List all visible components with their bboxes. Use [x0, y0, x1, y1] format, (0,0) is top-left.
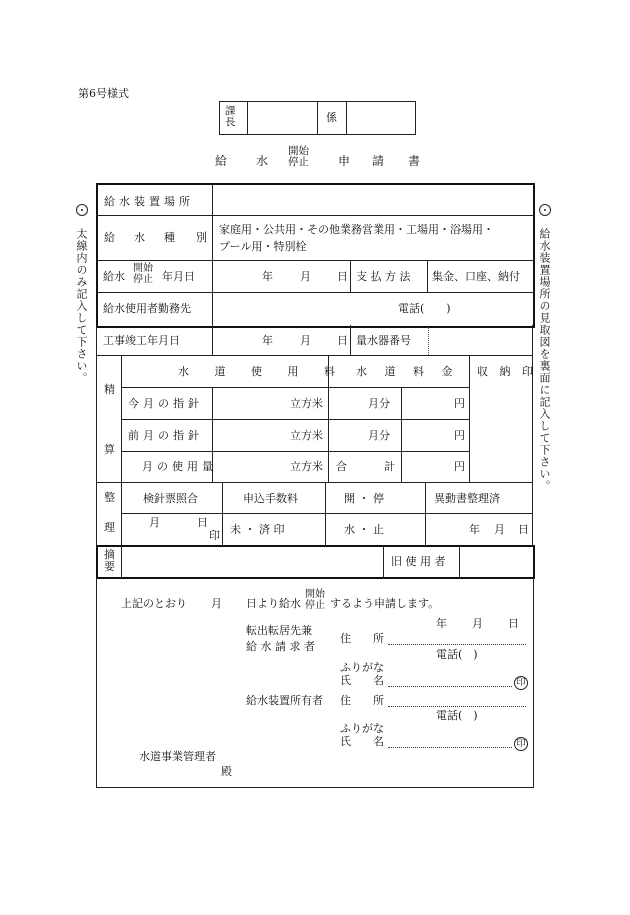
unpaid-label: 未 ・ 済 印	[230, 523, 285, 536]
meter-check-label: 検針票照合	[143, 492, 198, 505]
title-shin: 申	[338, 154, 351, 168]
last-month-portion: 月分	[368, 429, 390, 442]
recipient-honorific: 殿	[221, 765, 232, 778]
fee-header: 水 道 料 金	[356, 365, 460, 378]
arrange-label-2: 理	[104, 521, 115, 534]
intro-text-b: 日より給水	[246, 597, 301, 610]
location-label: 給水装置場所	[104, 195, 194, 208]
arrange-day-2: 日	[518, 523, 529, 536]
workplace-label: 給水使用者勤務先	[103, 302, 191, 315]
arrange-month-2: 月	[494, 523, 505, 536]
monthly-usage-label: 月の使用量	[142, 460, 217, 473]
remarks-field[interactable]	[123, 548, 381, 576]
monthly-usage-unit: 立方米	[290, 460, 323, 473]
type-label-2: 水	[134, 231, 145, 244]
name-field-2[interactable]	[388, 747, 512, 748]
intro-text-c: するよう申請します。	[330, 597, 440, 610]
arrange-day: 日	[197, 516, 208, 529]
water-stop-label: 水 ・ 止	[344, 523, 384, 536]
kakari-label: 係	[326, 111, 337, 124]
prev-user-field[interactable]	[461, 548, 531, 576]
date-day: 日	[337, 270, 348, 283]
date-month: 月	[300, 270, 311, 283]
name-label-1: 氏 名	[340, 674, 384, 687]
left-side-note: 太線内のみ記入して下さい。	[75, 228, 88, 384]
date-year: 年	[262, 270, 273, 283]
arrange-year: 年	[469, 523, 480, 536]
intro-start-stop: 開始 停止	[305, 589, 325, 611]
furigana-2: ふりがな	[340, 722, 384, 735]
furigana-1: ふりがな	[340, 661, 384, 674]
type-label-3: 種	[164, 231, 175, 244]
meter-label: 量水器番号	[356, 334, 411, 347]
phone-1[interactable]: 電話( )	[436, 648, 478, 661]
location-field[interactable]	[214, 186, 530, 214]
moving-label-1: 転出転居先兼	[246, 624, 312, 637]
address-label-2: 住 所	[340, 694, 384, 707]
usage-header: 水 道 使 用 料	[178, 365, 346, 378]
right-mark-icon	[539, 204, 551, 216]
date-label-start-stop: 開始 停止	[133, 263, 153, 285]
date-label-ymd: 年月日	[162, 270, 195, 283]
form-number: 第6号様式	[78, 87, 129, 100]
arrange-month: 月	[149, 516, 160, 529]
name-label-2: 氏 名	[340, 735, 384, 748]
transfer-label: 異動書整理済	[434, 492, 500, 505]
kacho-label: 課 長	[225, 105, 236, 129]
completion-day: 日	[337, 334, 348, 347]
this-month-portion: 月分	[368, 397, 390, 410]
address-field-2[interactable]	[388, 706, 526, 707]
owner-label: 給水装置所有者	[246, 694, 323, 707]
app-year: 年	[436, 617, 447, 630]
app-month: 月	[472, 617, 483, 630]
address-label-1: 住 所	[340, 632, 384, 645]
seal-mark-2: 印	[514, 737, 528, 751]
total-label-2: 計	[384, 460, 395, 473]
left-mark-icon	[76, 204, 88, 216]
phone-2[interactable]: 電話( )	[436, 709, 478, 722]
payment-label: 支 払 方 法	[356, 270, 411, 283]
title-sho: 書	[408, 154, 421, 168]
app-day: 日	[508, 617, 519, 630]
total-label-1: 合	[336, 460, 347, 473]
app-fee-label: 申込手数料	[243, 492, 298, 505]
completion-year: 年	[262, 334, 273, 347]
address-field-1[interactable]	[388, 644, 526, 645]
last-month-unit: 立方米	[290, 429, 323, 442]
recipient-label: 水道事業管理者	[139, 750, 216, 763]
title-sei: 請	[372, 154, 385, 168]
seal-mark-1: 印	[514, 676, 528, 690]
intro-text-a: 上記のとおり	[121, 597, 187, 610]
arrange-label-1: 整	[104, 491, 115, 504]
settle-label-1: 精	[104, 383, 115, 396]
title-kyu: 給	[215, 154, 228, 168]
date-label-kyusui: 給水	[103, 270, 125, 283]
right-side-note: 給水装置場所の見取図を裏面に記入して下さい。	[538, 228, 551, 492]
intro-month: 月	[211, 597, 222, 610]
name-field-1[interactable]	[388, 686, 512, 687]
total-yen: 円	[454, 460, 465, 473]
type-options-line1[interactable]: 家庭用・公共用・その他業務営業用・工場用・浴場用・	[219, 223, 494, 236]
type-label-4: 別	[196, 231, 207, 244]
this-month-yen: 円	[454, 397, 465, 410]
type-label-1: 給	[104, 231, 115, 244]
last-month-label: 前月の指針	[128, 429, 203, 442]
this-month-label: 今月の指針	[128, 397, 203, 410]
moving-label-2: 給 水 請 求 者	[246, 640, 315, 653]
remarks-label: 摘 要	[104, 548, 115, 573]
prev-user-label: 旧 使 用 者	[391, 555, 446, 568]
receipt-header: 収 納 印	[477, 365, 537, 378]
settle-label-2: 算	[104, 443, 115, 456]
type-options-line2[interactable]: プール用・特別栓	[219, 240, 307, 253]
completion-label: 工事竣工年月日	[103, 334, 180, 347]
title-sui: 水	[256, 154, 269, 168]
last-month-yen: 円	[454, 429, 465, 442]
completion-month: 月	[300, 334, 311, 347]
workplace-phone[interactable]: 電話( )	[398, 302, 451, 315]
title-start-stop: 開始 停止	[288, 145, 309, 169]
payment-options[interactable]: 集金、口座、納付	[432, 270, 520, 283]
open-stop-label: 開 ・ 停	[344, 492, 384, 505]
this-month-unit: 立方米	[290, 397, 323, 410]
arrange-seal: 印	[209, 529, 220, 542]
